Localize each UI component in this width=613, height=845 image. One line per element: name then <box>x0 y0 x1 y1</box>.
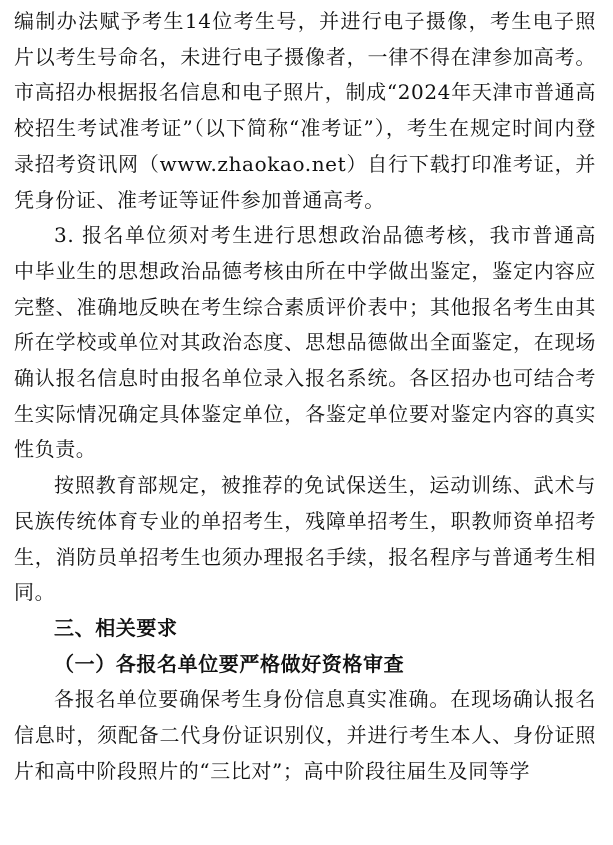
paragraph-identity-verification: 各报名单位要确保考生身份信息真实准确。在现场确认报名信息时，须配备二代身份证识别仪，并进行考生本人、身份证照片和高中阶段照片的“三比对”；高中阶段往届生及同等学 <box>14 687 596 783</box>
paragraph-special-admission: 按照教育部规定，被推荐的免试保送生，运动训练、武术与民族传统体育专业的单招考生，残障单招考生，职教师资单招考生，消防员单招考生也须办理报名手续，报名程序与普通考生相同。 <box>14 473 596 605</box>
subsection-heading-qualification-review: （一）各报名单位要严格做好资格审查 <box>54 651 405 676</box>
section-heading-requirements: 三、相关要求 <box>54 615 178 640</box>
paragraph-exam-registration-photo: 编制办法赋予考生14位考生号，并进行电子摄像，考生电子照片以考生号命名，未进行电子摄像者，一律不得在津参加高考。市高招办根据报名信息和电子照片，制成“2024年天津市普通高校招生考试准考证”（以下简称“准考证”），考生在规定时间内登录招考资讯网（www.zhaokao.net）自行下载打印准考证，并凭身份证、准考证等证件参加普通高考。 <box>14 9 596 212</box>
paragraph-moral-assessment: 3. 报名单位须对考生进行思想政治品德考核，我市普通高中毕业生的思想政治品德考核由所在中学做出鉴定，鉴定内容应完整、准确地反映在考生综合素质评价表中；其他报名考生由其所在学校或单位对其政治态度、思想品德做出全面鉴定，在现场确认报名信息时由报名单位录入报名系统。各区招办也可结合考生实际情况确定具体鉴定单位，各鉴定单位要对鉴定内容的真实性负责。 <box>14 223 596 462</box>
document-page <box>14 4 596 789</box>
